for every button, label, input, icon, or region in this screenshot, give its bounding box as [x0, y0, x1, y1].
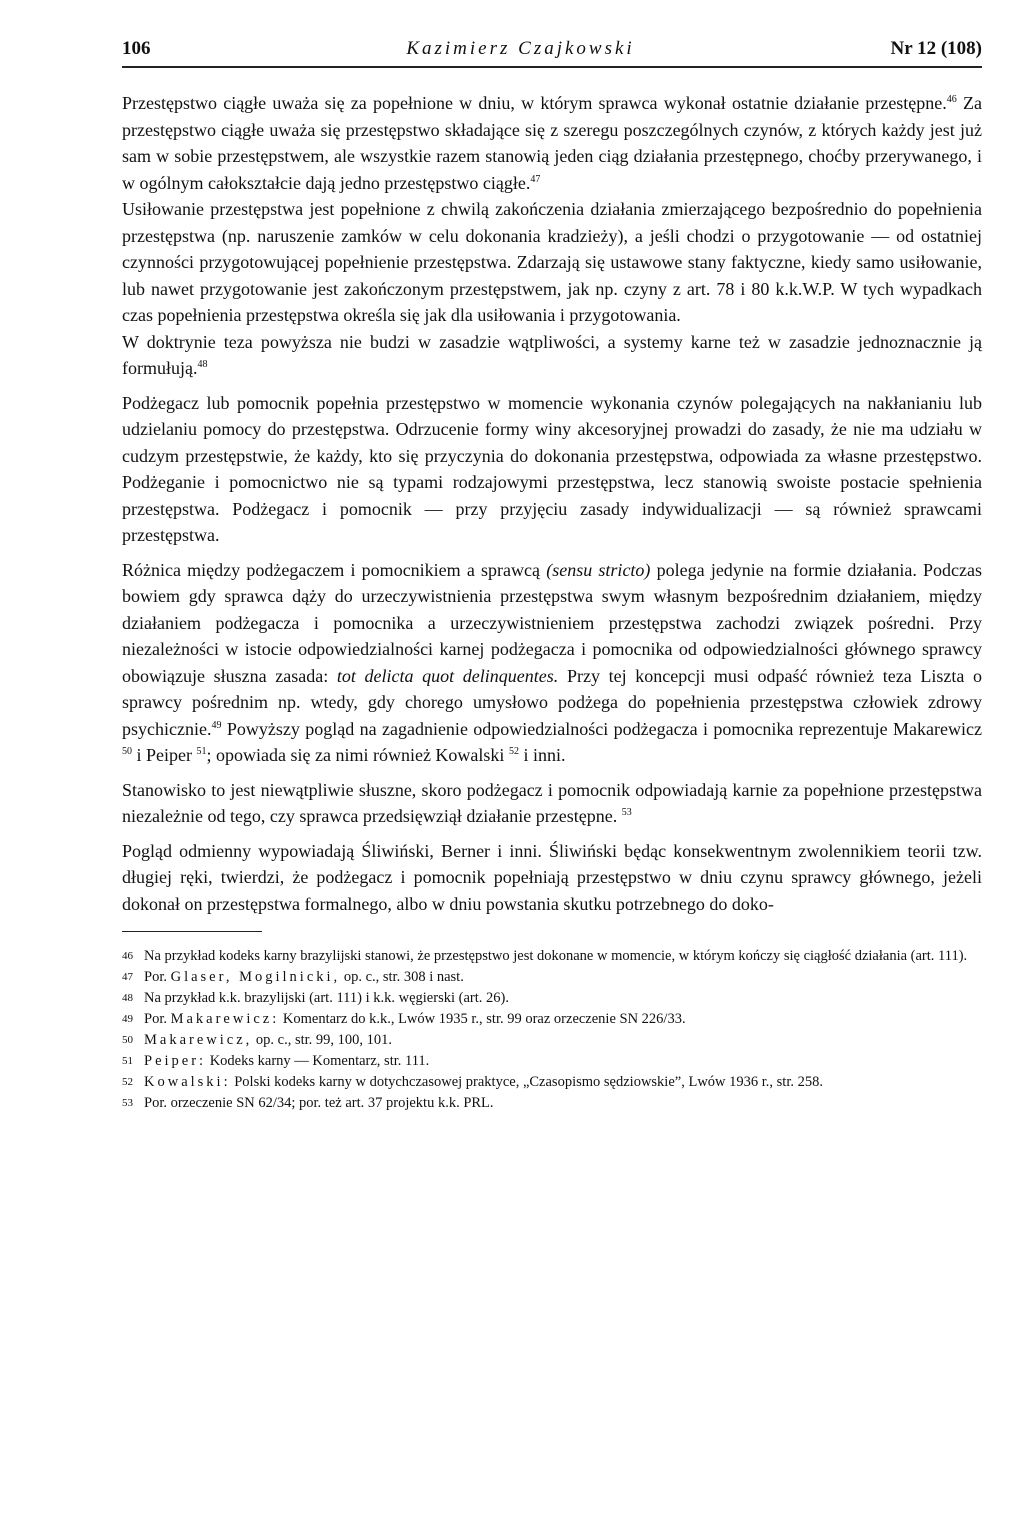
footnote-ref: 46: [946, 94, 957, 105]
text-run: Podżegacz lub pomocnik popełnia przestępstwo w momencie wykonania czynów polegających na nakłanianiu lub udzielaniu pomocy do przestępstwa. Odrzucenie formy winy akcesoryjnej prowadzi do zasady, że nie ma udziału w cudzym przestępstwie, że każdy, kto się przyczynia do dokonania przestępstwa, odpowiada za własne przestępstwo. Podżeganie i pomocnictwo nie są typami rodzajowymi przestępstwa, lecz stanowią swoiste postacie spełnienia przestępstwa. Podżegacz i pomocnik — przy przyjęciu zasady indywidualizacji — są również sprawcami przestępstwa.: [122, 392, 982, 545]
text-run: polega jedynie na formie działania. Podczas bowiem gdy sprawca dąży do urzeczywistnienia przestępstwa swym własnym bezpośrednim działaniem, między działaniem podżegacza i pomocnika a urzeczywistnieniem przestępstwa zachodzi związek pośredni. Przy niezależności w istocie odpowiedzialności karnej podżegacza i pomocnika od odpowiedzialności głównego sprawcy obowiązuje słuszna zasada:: [122, 559, 983, 686]
text-run: op. c., str. 308 i nast.: [340, 969, 464, 985]
text-run: Komentarz do k.k., Lwów 1935 r., str. 99 oraz orzeczenie SN 226/33.: [279, 1011, 686, 1027]
author-name: Glaser, Mogilnicki,: [170, 969, 341, 985]
text-run: Za przestępstwo ciągłe uważa się przestępstwo składające się z szeregu poszczególnych czynów, z których każdy jest już sam w sobie przestępstwem, ale wszystkie razem stanowią jeden ciąg działania przestępnego, choćby przerywanego, i w ogólnym całokształcie dają jedno przestępstwo ciągłe.: [122, 93, 982, 193]
text-run: Na przykład k.k. brazylijski (art. 111) i k.k. węgierski (art. 26).: [144, 990, 509, 1006]
author-name: Makarewicz:: [170, 1011, 280, 1027]
paragraph: [122, 777, 982, 830]
text-run: Por. orzeczenie SN 62/34; por. też art. 37 projektu k.k. PRL.: [144, 1095, 494, 1111]
footnote-separator: [122, 931, 262, 932]
footnote-ref: 47: [530, 173, 541, 185]
paragraph: [122, 838, 982, 918]
italic-text: tot delicta quot delinquentes.: [336, 665, 559, 686]
text-run: Pogląd odmienny wypowiadają Śliwiński, Berner i inni. Śliwiński będąc konsekwentnym zwolennikiem teorii tzw. długiej ręki, twierdzi, że podżegacz i pomocnik popełniają przestępstwo w dniu czynu sprawcy głównego, jeżeli dokonał on przestępstwa formalnego, albo w dniu powstania skutku potrzebnego do doko-: [122, 840, 982, 914]
text-run: Stanowisko to jest niewątpliwie słuszne, skoro podżegacz i pomocnik odpowiadają karnie za popełnione przestępstwa niezależnie od tego, czy sprawca przedsięwziął działanie przestępne.: [122, 779, 982, 826]
issue-number: Nr 12 (108): [890, 38, 982, 59]
footnote: [122, 1051, 982, 1072]
italic-text: (sensu stricto): [546, 559, 651, 580]
text-run: W doktrynie teza powyższa nie budzi w zasadzie wątpliwości, a systemy karne też w zasadzie jednoznacznie ją formułują.: [122, 331, 982, 378]
footnote-number: 46: [122, 950, 133, 962]
footnote-number: 50: [122, 1034, 133, 1046]
running-author: Kazimierz Czajkowski: [406, 38, 635, 59]
footnote-number: 51: [122, 1055, 133, 1067]
footnote: [122, 967, 982, 988]
footnotes: [122, 946, 982, 1114]
author-name: Peiper:: [144, 1053, 207, 1069]
text-run: Na przykład kodeks karny brazylijski stanowi, że przestępstwo jest dokonane w momencie, w którym kończy się ciągłość działania (art. 111).: [144, 948, 968, 964]
footnote-ref: 49: [211, 719, 222, 731]
text-run: Kodeks karny — Komentarz, str. 111.: [206, 1053, 430, 1069]
footnote-number: 53: [122, 1097, 133, 1109]
footnote-ref: 48: [197, 359, 208, 370]
footnote: [122, 1030, 982, 1051]
text-run: i Peiper: [132, 745, 197, 765]
text-run: Przestępstwo ciągłe uważa się za popełnione w dniu, w którym sprawca wykonał ostatnie działanie przestępne.: [122, 93, 947, 113]
paragraph: [122, 390, 982, 549]
text-run: op. c., str. 99, 100, 101.: [252, 1032, 393, 1048]
footnote-ref: 53: [621, 807, 632, 818]
text-run: Por.: [144, 969, 171, 985]
text-run: Przy tej koncepcji musi odpaść również teza Liszta o sprawcy pośrednim np. wtedy, gdy chorego umysłowo podżega do popełnienia przestępstwa człowiek zdrowy psychicznie.: [122, 665, 983, 739]
text-run: Różnica między podżegaczem i pomocnikiem a sprawcą: [122, 559, 547, 580]
running-header: [122, 38, 982, 68]
footnote-ref: 50: [122, 746, 132, 757]
text-run: Por.: [144, 1011, 171, 1027]
footnote: [122, 946, 982, 967]
article-body: [122, 90, 982, 917]
footnote-number: 47: [122, 971, 133, 983]
footnote-ref: 51: [196, 746, 207, 757]
paragraph: [122, 196, 982, 329]
footnote: [122, 1009, 982, 1030]
footnote-number: 52: [122, 1076, 133, 1088]
text-run: ; opowiada się za nimi również Kowalski: [206, 745, 509, 765]
page: [122, 38, 982, 1114]
footnote: [122, 988, 982, 1009]
text-run: Usiłowanie przestępstwa jest popełnione z chwilą zakończenia działania zmierzającego bezpośrednio do popełnienia przestępstwa (np. naruszenie zamków w celu dokonania kradzieży), a jeśli chodzi o przygotowanie — od ostatniej czynności przygotowującej popełnienie przestępstwa. Zdarzają się ustawowe stany faktyczne, kiedy samo usiłowanie, lub nawet przygotowanie jest zakończonym przestępstwem, jak np. czyny z art. 78 i 80 k.k.W.P. W tych wypadkach czas popełnienia przestępstwa określa się jak dla usiłowania i przygotowania.: [122, 199, 982, 325]
author-name: Kowalski:: [144, 1074, 231, 1090]
author-name: Makarewicz,: [144, 1032, 253, 1048]
page-number: 106: [122, 38, 151, 59]
paragraph: [122, 90, 982, 196]
paragraph: [122, 329, 982, 382]
paragraph: [122, 557, 982, 769]
text-run: Polski kodeks karny w dotychczasowej praktyce, „Czasopismo sędziowskie”, Lwów 1936 r., str. 258.: [230, 1074, 823, 1090]
text-run: Powyższy pogląd na zagadnienie odpowiedzialności podżegacza i pomocnika reprezentuje Makarewicz: [221, 718, 982, 739]
footnote-ref: 52: [508, 746, 519, 757]
footnote-number: 48: [122, 992, 133, 1004]
footnote-number: 49: [122, 1013, 133, 1025]
footnote: [122, 1072, 982, 1093]
text-run: i inni.: [518, 745, 566, 765]
footnote: [122, 1093, 982, 1114]
